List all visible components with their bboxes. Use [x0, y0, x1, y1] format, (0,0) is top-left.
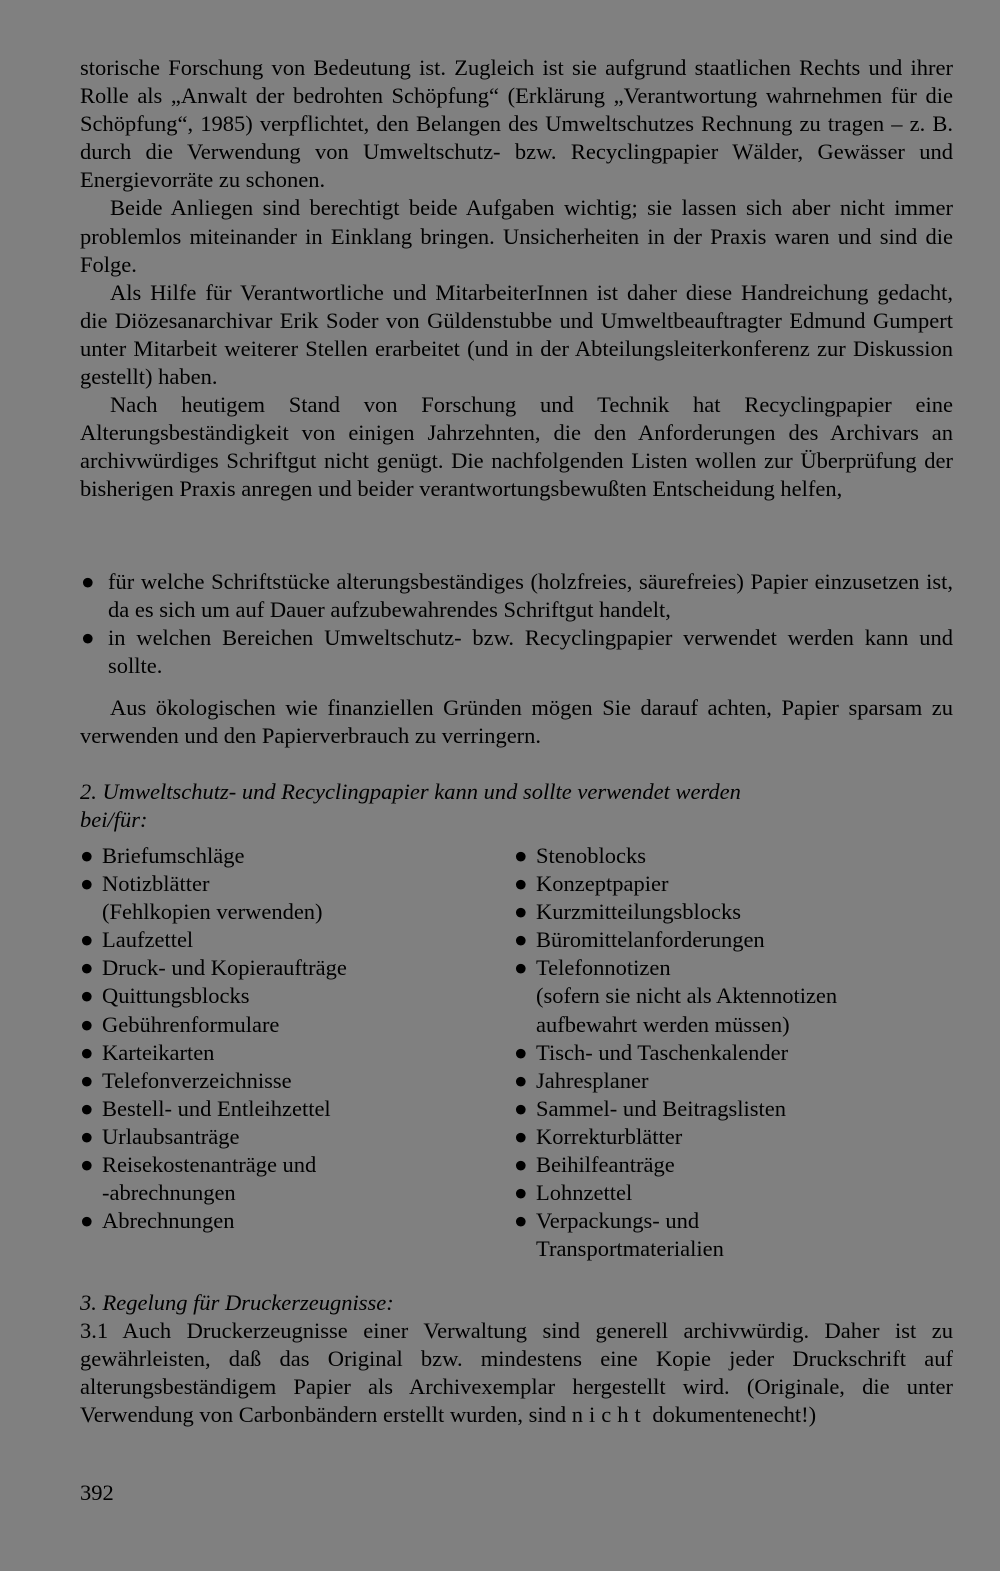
list-item: ● Lohnzettel: [514, 1179, 944, 1207]
bullet-icon: ●: [514, 1180, 528, 1206]
list-item-text: für welche Schriftstücke alterungsbeständiges (holzfreies, säurefreies) Papier einzusetzen ist, da es sich um auf Dauer aufzubewahrendes Schriftgut handelt,: [108, 569, 953, 623]
bullet-icon: ●: [514, 1123, 528, 1149]
list-item: ● Konzeptpapier: [514, 870, 944, 898]
list-item: ● Reisekostenanträge und -abrechnungen: [80, 1152, 317, 1206]
usage-list-right: [514, 842, 944, 1263]
bullet-icon: ●: [514, 927, 528, 953]
paragraph: Als Hilfe für Verantwortliche und MitarbeiterInnen ist daher diese Handreichung gedacht, die Diözesanarchivar Erik Soder von Güldenstubbe und Umweltbeauftragter Edmund Gumpert unter Mitarbeit weiterer Stellen erarbeitet (und in der Abteilungsleiterkonferenz zur Diskussion gestellt) haben.: [80, 279, 953, 390]
bullet-icon: ●: [80, 843, 94, 868]
bullet-icon: ●: [514, 1095, 528, 1121]
bullet-icon: ●: [514, 1067, 528, 1093]
list-item: [80, 624, 953, 680]
bullet-icon: ●: [80, 983, 94, 1009]
bullet-icon: ●: [80, 1123, 94, 1149]
bullet-icon: ●: [514, 871, 528, 897]
paragraph: storische Forschung von Bedeutung ist. Zugleich ist sie aufgrund staatlichen Rechts und ihrer Rolle als „Anwalt der bedrohten Schöpfung“ (Erklärung „Verantwortung wahrnehmen für die Schöpfung“, 1985) verpflichtet, den Belangen des Umweltschutzes Rechnung zu tragen – z. B. durch die Verwendung von Umweltschutz- bzw. Recyclingpapier Wälder, Gewässer und Energievorräte zu schonen.: [80, 55, 953, 193]
page-number: 392: [80, 1480, 114, 1505]
paragraph: Nach heutigem Stand von Forschung und Technik hat Recyclingpapier eine Alterungsbeständigkeit von einigen Jahrzehnten, die den Anforderungen des Archivars an archivwürdiges Schriftgut nicht genügt. Die nachfolgenden Listen wollen zur Überprüfung der bisherigen Praxis anregen und beider verantwortungsbewußten Entscheidung helfen,: [80, 392, 953, 502]
list-item: ● Notizblätter (Fehlkopien verwenden): [80, 871, 323, 925]
bullet-icon: ●: [514, 955, 528, 981]
list-item: ● Quittungsblocks: [80, 982, 510, 1010]
bullet-icon: ●: [80, 1011, 94, 1037]
list-item: ● Kurzmitteilungsblocks: [514, 898, 944, 926]
list-item: ● Beihilfeanträge: [514, 1151, 944, 1179]
bullet-icon: ●: [80, 1208, 94, 1234]
list-item: ● Tisch- und Taschenkalender: [514, 1039, 944, 1067]
bullet-icon: ●: [514, 1208, 528, 1234]
bullet-icon: ●: [81, 625, 95, 651]
bullet-icon: ●: [80, 1067, 94, 1093]
list-item: ● Karteikarten: [80, 1039, 510, 1067]
bullet-icon: ●: [80, 871, 94, 897]
bullet-icon: ●: [80, 955, 94, 981]
section-heading: 2. Umweltschutz- und Recyclingpapier kann und sollte verwendet werden: [80, 779, 741, 804]
list-item: ● Druck- und Kopieraufträge: [80, 954, 510, 982]
paragraph: Aus ökologischen wie finanziellen Gründen mögen Sie darauf achten, Papier sparsam zu verwenden und den Papierverbrauch zu verringern.: [80, 695, 953, 749]
list-item-text: in welchen Bereichen Umweltschutz- bzw. Recyclingpapier verwendet werden kann und sollte.: [108, 625, 953, 679]
bullet-icon: ●: [80, 1039, 94, 1065]
list-item: ● Urlaubsanträge: [80, 1123, 510, 1151]
list-item: ● Verpackungs- und Transportmaterialien: [514, 1208, 724, 1262]
list-item: ● Korrekturblätter: [514, 1123, 944, 1151]
paragraph: 3.1 Auch Druckerzeugnisse einer Verwaltung sind generell archivwürdig. Daher ist zu gewährleisten, daß das Original bzw. mindestens eine Kopie jeder Druckschrift auf alterungsbeständigem Papier als Archivexemplar hergestellt wird. (Originale, die unter Verwendung von Carbonbändern erstellt wurden, sind nicht dokumentenecht!): [80, 1318, 953, 1428]
emphasized-word: nicht: [571, 1402, 647, 1428]
list-item: ● Briefumschläge: [80, 842, 510, 870]
paragraph: Beide Anliegen sind berechtigt beide Aufgaben wichtig; sie lassen sich aber nicht immer problemlos miteinander in Einklang bringen. Unsicherheiten in der Praxis waren und sind die Folge.: [80, 195, 953, 277]
list-item: ● Bestell- und Entleihzettel: [80, 1095, 510, 1123]
list-item: ● Sammel- und Beitragslisten: [514, 1095, 944, 1123]
closing-section: [80, 694, 953, 750]
bullet-icon: ●: [80, 1152, 94, 1178]
section-2-heading: [80, 778, 953, 834]
list-item: ● Büromittelanforderungen: [514, 926, 944, 954]
bullet-icon: ●: [80, 1095, 94, 1121]
usage-list-left: [80, 842, 510, 1235]
list-item: ● Telefonnotizen (sofern sie nicht als Aktennotizen aufbewahrt werden müssen): [514, 955, 838, 1037]
bullet-icon: ●: [80, 927, 94, 953]
list-item: ● Jahresplaner: [514, 1067, 944, 1095]
list-item: [80, 568, 953, 624]
bullet-icon: ●: [514, 899, 528, 925]
list-item: ● Stenoblocks: [514, 842, 944, 870]
bullet-list: [80, 568, 953, 680]
bullet-icon: ●: [514, 1152, 528, 1178]
section-heading-continued: bei/für:: [80, 807, 148, 833]
bullet-icon: ●: [81, 569, 95, 594]
intro-section: [80, 54, 953, 504]
list-item: ● Abrechnungen: [80, 1207, 510, 1235]
section-3: [80, 1289, 953, 1429]
bullet-icon: ●: [514, 1039, 528, 1065]
section-heading: 3. Regelung für Druckerzeugnisse:: [80, 1290, 394, 1315]
list-item: ● Laufzettel: [80, 926, 510, 954]
bullet-icon: ●: [514, 843, 528, 868]
list-item: ● Gebührenformulare: [80, 1011, 510, 1039]
list-item: ● Telefonverzeichnisse: [80, 1067, 510, 1095]
